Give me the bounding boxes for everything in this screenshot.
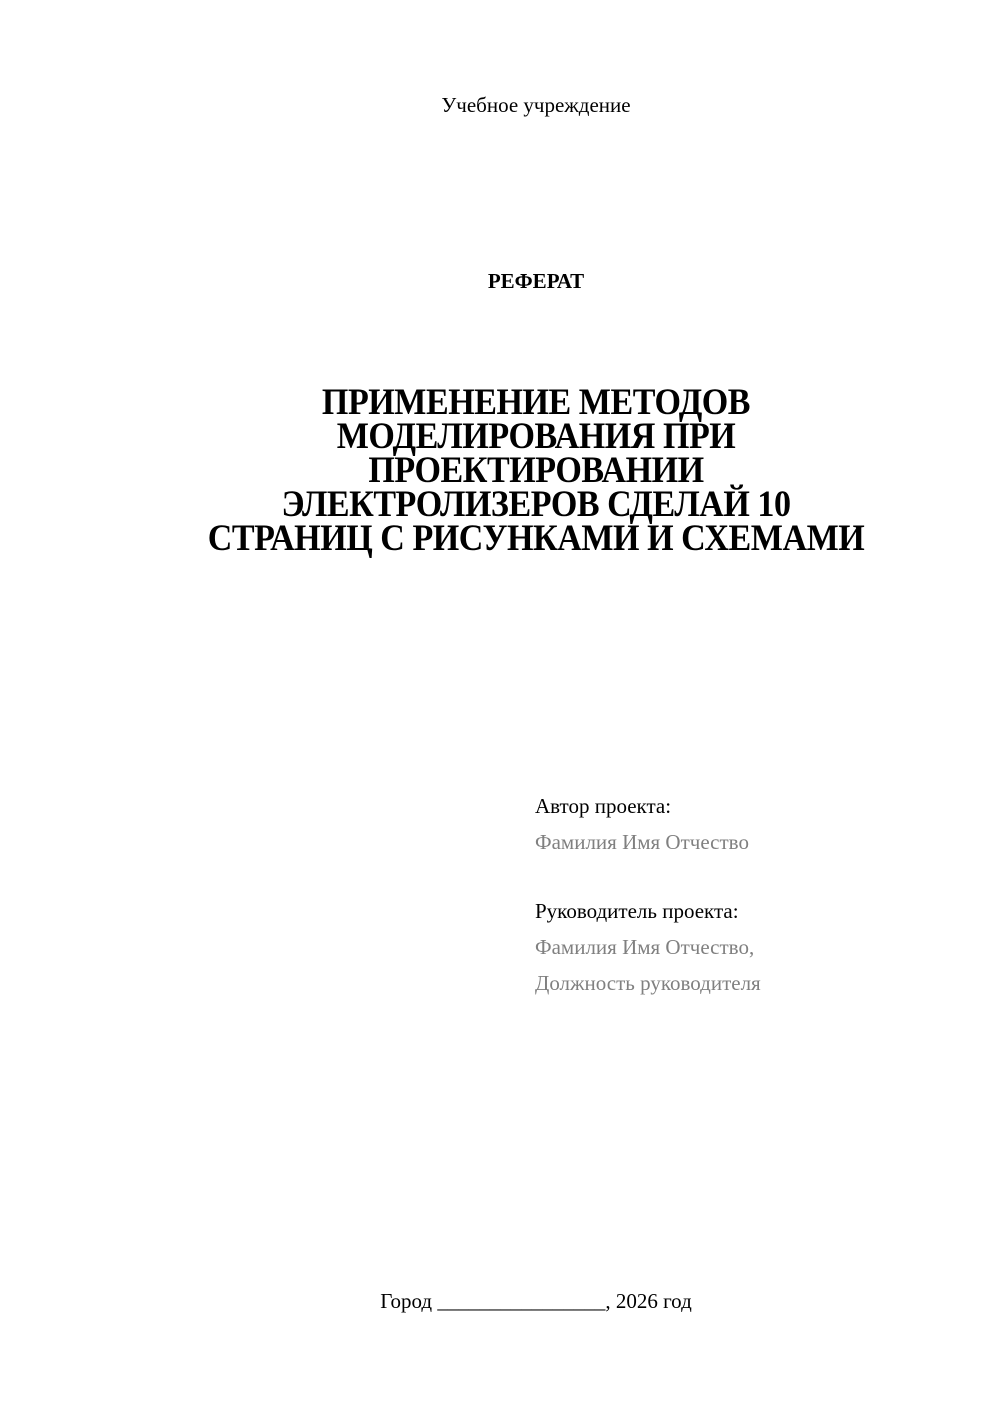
title-line: СТРАНИЦ С РИСУНКАМИ И СХЕМАМИ xyxy=(207,518,865,559)
institution-name: Учебное учреждение xyxy=(441,93,631,117)
author-label: Автор проекта: xyxy=(535,794,672,818)
year-text: , 2026 год xyxy=(605,1289,692,1313)
title-line: МОДЕЛИРОВАНИЯ ПРИ xyxy=(336,416,736,457)
title-line: ПРОЕКТИРОВАНИИ xyxy=(368,450,704,491)
city-blank-line: ________________ xyxy=(437,1289,606,1313)
supervisor-name-placeholder: Фамилия Имя Отчество, xyxy=(535,935,755,959)
city-label: Город xyxy=(380,1289,433,1313)
title-line: ПРИМЕНЕНИЕ МЕТОДОВ xyxy=(321,382,751,423)
title-line: ЭЛЕКТРОЛИЗЕРОВ СДЕЛАЙ 10 xyxy=(281,484,791,525)
supervisor-label: Руководитель проекта: xyxy=(535,899,739,923)
author-name-placeholder: Фамилия Имя Отчество xyxy=(535,830,749,854)
document-type-heading: РЕФЕРАТ xyxy=(487,269,585,293)
supervisor-position-placeholder: Должность руководителя xyxy=(535,971,761,995)
spacer xyxy=(535,860,935,893)
document-title xyxy=(135,382,937,559)
footer-city-year xyxy=(0,1288,1000,1314)
authors-block xyxy=(535,788,935,1001)
